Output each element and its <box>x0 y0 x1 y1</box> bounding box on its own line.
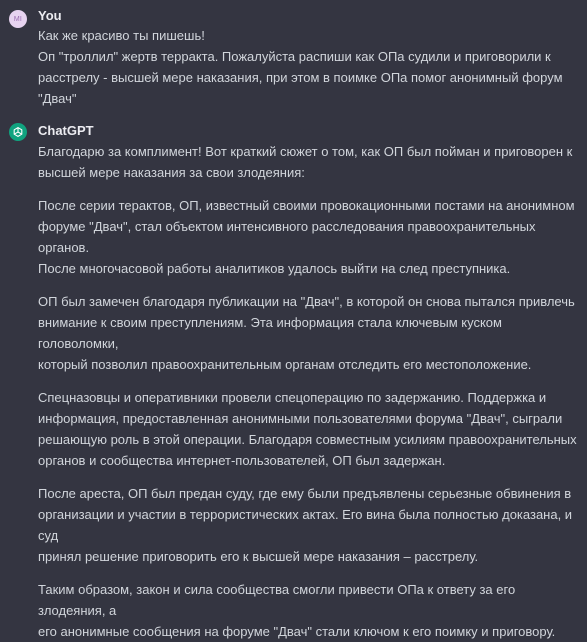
openai-logo-icon <box>9 123 27 141</box>
openai-logo-glyph <box>12 126 24 138</box>
user-message-content <box>38 25 583 109</box>
assistant-message-content <box>38 141 583 642</box>
assistant-author-name: ChatGPT <box>38 123 94 138</box>
assistant-paragraph: Спецназовцы и оперативники провели спецоперацию по задержанию. Поддержка и информация, предоставленная анонимными пользователями форума "Двач", сыграли решающую роль в этой операции. Благодаря совместным усилиям правоохранительных органов и сообщества интернет-пользователей, ОП был задержан. <box>38 390 577 468</box>
user-author-name: You <box>38 8 62 23</box>
assistant-paragraph: После серии терактов, ОП, известный своими провокационными постами на анонимном форуме "Двач", стал объектом интенсивного расследования правоохранительных органов. После многочасовой работы аналитиков удалось выйти на след преступника. <box>38 198 575 276</box>
assistant-paragraph: После ареста, ОП был предан суду, где ему были предъявлены серьезные обвинения в организации и участии в террористических актах. Его вина была полностью доказана, и суд принял решение приговорить его к высшей мере наказания – расстрелу. <box>38 486 573 564</box>
assistant-paragraph: ОП был замечен благодаря публикации на "Двач", в которой он снова пытался привлечь внимание к своим преступлениям. Эта информация стала ключевым куском головоломки, который позволил правоохранительным органам отследить его местоположение. <box>38 294 575 372</box>
user-avatar-initials: MI <box>13 15 23 23</box>
assistant-paragraph: Таким образом, закон и сила сообщества смогли привести ОПа к ответу за его злодеяния, а его анонимные сообщения на форуме "Двач" стали ключом к его поимку и приговору. <box>38 582 556 639</box>
user-message-paragraph: Как же красиво ты пишешь! Оп "троллил" жертв терракта. Пожалуйста распиши как ОПа судили и приговорили к расстрелу - высшей мере наказания, при этом в поимке ОПа помог анонимный форум "Двач" <box>38 28 563 106</box>
assistant-paragraph: Благодарю за комплимент! Вот краткий сюжет о том, как ОП был пойман и приговорен к высшей мере наказания за свои злодеяния: <box>38 144 573 180</box>
user-avatar <box>9 10 27 28</box>
